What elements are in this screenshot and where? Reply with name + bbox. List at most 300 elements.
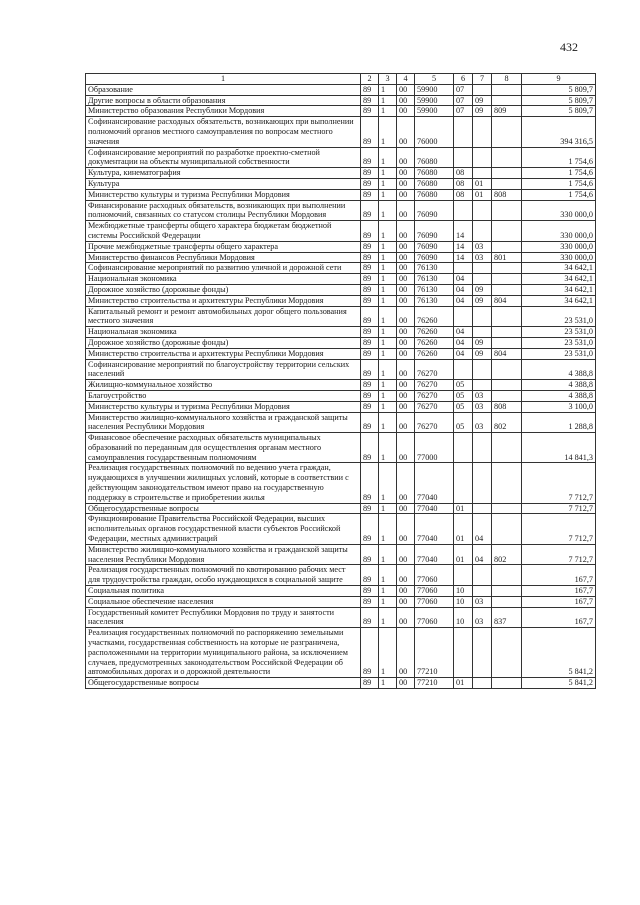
cell-code-4: 00: [397, 84, 415, 95]
cell-code-5: 77040: [415, 503, 454, 514]
cell-name: Прочие межбюджетные трансферты общего характера: [86, 241, 361, 252]
cell-code-2: 89: [361, 189, 379, 200]
table-row: [86, 463, 596, 503]
cell-code-4: 00: [397, 463, 415, 503]
cell-code-4: 00: [397, 678, 415, 689]
cell-code-3: 1: [379, 95, 397, 106]
cell-code-6: [454, 306, 473, 327]
cell-code-8: 802: [492, 412, 522, 433]
cell-code-4: 00: [397, 221, 415, 242]
cell-code-2: 89: [361, 607, 379, 628]
cell-code-7: 09: [473, 106, 492, 117]
cell-code-5: 76080: [415, 147, 454, 168]
cell-code-6: [454, 433, 473, 463]
cell-code-6: 10: [454, 586, 473, 597]
cell-code-5: 76270: [415, 380, 454, 391]
cell-code-3: 1: [379, 168, 397, 179]
cell-code-5: 77210: [415, 678, 454, 689]
cell-code-7: [473, 503, 492, 514]
cell-code-8: [492, 117, 522, 147]
cell-code-5: 76080: [415, 178, 454, 189]
cell-code-6: 04: [454, 284, 473, 295]
cell-code-7: 03: [473, 412, 492, 433]
cell-code-8: [492, 221, 522, 242]
cell-code-2: 89: [361, 337, 379, 348]
cell-code-5: 76080: [415, 168, 454, 179]
cell-amount: 23 531,0: [522, 348, 596, 359]
cell-name: Дорожное хозяйство (дорожные фонды): [86, 337, 361, 348]
cell-code-8: 802: [492, 544, 522, 565]
cell-code-3: 1: [379, 327, 397, 338]
cell-code-3: 1: [379, 189, 397, 200]
table-row: [86, 565, 596, 586]
header-col-8: 8: [492, 74, 522, 85]
cell-name: Образование: [86, 84, 361, 95]
cell-name: Министерство жилищно-коммунального хозяйства и гражданской защиты населения Республики Мордовия: [86, 412, 361, 433]
cell-code-6: 04: [454, 327, 473, 338]
cell-code-8: [492, 306, 522, 327]
cell-code-8: 804: [492, 348, 522, 359]
cell-code-4: 00: [397, 390, 415, 401]
cell-code-6: 10: [454, 596, 473, 607]
cell-amount: 330 000,0: [522, 200, 596, 221]
cell-code-7: [473, 433, 492, 463]
cell-code-7: 03: [473, 401, 492, 412]
cell-code-7: [473, 327, 492, 338]
cell-amount: 23 531,0: [522, 337, 596, 348]
cell-code-8: [492, 390, 522, 401]
cell-amount: 394 316,5: [522, 117, 596, 147]
cell-name: Культура: [86, 178, 361, 189]
cell-code-8: [492, 200, 522, 221]
cell-code-3: 1: [379, 106, 397, 117]
cell-code-2: 89: [361, 221, 379, 242]
cell-code-7: [473, 678, 492, 689]
cell-code-6: [454, 628, 473, 678]
cell-code-6: 01: [454, 503, 473, 514]
cell-code-3: 1: [379, 433, 397, 463]
cell-name: Министерство культуры и туризма Республики Мордовия: [86, 401, 361, 412]
cell-name: Национальная экономика: [86, 327, 361, 338]
cell-code-6: 14: [454, 221, 473, 242]
cell-code-7: [473, 147, 492, 168]
cell-code-2: 89: [361, 503, 379, 514]
cell-code-8: [492, 178, 522, 189]
cell-code-4: 00: [397, 106, 415, 117]
cell-code-5: 77040: [415, 514, 454, 544]
cell-code-3: 1: [379, 295, 397, 306]
cell-name: Социальное обеспечение населения: [86, 596, 361, 607]
cell-code-2: 89: [361, 95, 379, 106]
table-header-row: [86, 74, 596, 85]
cell-code-3: 1: [379, 147, 397, 168]
cell-code-7: 04: [473, 544, 492, 565]
cell-code-3: 1: [379, 337, 397, 348]
cell-code-5: 76090: [415, 252, 454, 263]
cell-code-8: [492, 147, 522, 168]
cell-code-5: 76270: [415, 401, 454, 412]
cell-code-4: 00: [397, 263, 415, 274]
cell-code-2: 89: [361, 514, 379, 544]
cell-code-4: 00: [397, 168, 415, 179]
cell-code-4: 00: [397, 359, 415, 380]
cell-name: Реализация государственных полномочий по распоряжению земельными участками, государственная собственность на которые не разграничена, расположенными на территории муниципального района, за исключением случаев, предусмотренных законодательством Российской Федерации об автомобильных дорогах и о дорожной деятельности: [86, 628, 361, 678]
header-col-6: 6: [454, 74, 473, 85]
cell-code-3: 1: [379, 380, 397, 391]
table-row: [86, 106, 596, 117]
cell-code-7: [473, 84, 492, 95]
cell-name: Капитальный ремонт и ремонт автомобильных дорог общего пользования местного значения: [86, 306, 361, 327]
cell-code-3: 1: [379, 306, 397, 327]
cell-code-4: 00: [397, 252, 415, 263]
table-row: [86, 147, 596, 168]
cell-code-7: [473, 168, 492, 179]
cell-code-5: 76260: [415, 337, 454, 348]
cell-code-3: 1: [379, 263, 397, 274]
cell-code-5: 77060: [415, 607, 454, 628]
cell-code-4: 00: [397, 586, 415, 597]
cell-code-7: [473, 263, 492, 274]
cell-code-8: [492, 586, 522, 597]
cell-code-2: 89: [361, 433, 379, 463]
cell-code-5: 76130: [415, 284, 454, 295]
cell-code-2: 89: [361, 241, 379, 252]
cell-amount: 5 809,7: [522, 106, 596, 117]
cell-code-7: 09: [473, 95, 492, 106]
cell-code-8: [492, 678, 522, 689]
cell-code-2: 89: [361, 263, 379, 274]
cell-code-6: [454, 200, 473, 221]
cell-code-3: 1: [379, 117, 397, 147]
cell-code-6: 14: [454, 241, 473, 252]
cell-amount: 23 531,0: [522, 327, 596, 338]
cell-code-2: 89: [361, 200, 379, 221]
cell-code-5: 76270: [415, 390, 454, 401]
cell-code-3: 1: [379, 241, 397, 252]
cell-code-3: 1: [379, 586, 397, 597]
table-row: [86, 189, 596, 200]
cell-name: Другие вопросы в области образования: [86, 95, 361, 106]
cell-code-2: 89: [361, 348, 379, 359]
cell-amount: 3 100,0: [522, 401, 596, 412]
cell-code-5: 76090: [415, 241, 454, 252]
cell-amount: 5 809,7: [522, 95, 596, 106]
cell-code-4: 00: [397, 306, 415, 327]
cell-code-5: 77060: [415, 596, 454, 607]
cell-code-7: [473, 628, 492, 678]
cell-code-8: [492, 337, 522, 348]
cell-name: Софинансирование расходных обязательств, возникающих при выполнении полномочий органов местного самоуправления по вопросам местного значения: [86, 117, 361, 147]
cell-code-5: 76130: [415, 274, 454, 285]
cell-code-8: 801: [492, 252, 522, 263]
cell-name: Финансовое обеспечение расходных обязательств муниципальных образований по переданным для осуществления органам местного самоуправления государственным полномочиям: [86, 433, 361, 463]
cell-code-8: [492, 433, 522, 463]
table-row: [86, 306, 596, 327]
cell-code-4: 00: [397, 514, 415, 544]
header-col-7: 7: [473, 74, 492, 85]
cell-code-4: 00: [397, 565, 415, 586]
cell-name: Функционирование Правительства Российской Федерации, высших исполнительных органов государственной власти субъектов Российской Федерации, местных администраций: [86, 514, 361, 544]
cell-code-8: [492, 514, 522, 544]
cell-code-5: 59900: [415, 95, 454, 106]
table-row: [86, 284, 596, 295]
cell-code-3: 1: [379, 503, 397, 514]
cell-code-5: 76090: [415, 200, 454, 221]
cell-code-2: 89: [361, 295, 379, 306]
cell-code-8: 808: [492, 401, 522, 412]
cell-code-8: [492, 565, 522, 586]
cell-code-6: 07: [454, 106, 473, 117]
cell-amount: 4 388,8: [522, 380, 596, 391]
cell-code-2: 89: [361, 412, 379, 433]
cell-code-8: [492, 596, 522, 607]
cell-amount: 5 841,2: [522, 678, 596, 689]
cell-code-7: 01: [473, 178, 492, 189]
cell-name: Министерство образования Республики Мордовия: [86, 106, 361, 117]
cell-code-2: 89: [361, 178, 379, 189]
cell-code-6: 07: [454, 84, 473, 95]
cell-code-3: 1: [379, 84, 397, 95]
cell-code-8: [492, 168, 522, 179]
cell-code-7: 09: [473, 295, 492, 306]
table-row: [86, 95, 596, 106]
cell-code-6: [454, 463, 473, 503]
cell-code-7: [473, 565, 492, 586]
cell-code-6: 01: [454, 514, 473, 544]
cell-code-5: 76080: [415, 189, 454, 200]
cell-name: Министерство жилищно-коммунального хозяйства и гражданской защиты населения Республики Мордовия: [86, 544, 361, 565]
table-row: [86, 380, 596, 391]
cell-code-4: 00: [397, 412, 415, 433]
cell-amount: 4 388,8: [522, 390, 596, 401]
table-row: [86, 607, 596, 628]
cell-name: Жилищно-коммунальное хозяйство: [86, 380, 361, 391]
cell-code-6: [454, 359, 473, 380]
cell-code-6: 04: [454, 348, 473, 359]
cell-code-7: [473, 117, 492, 147]
cell-name: Софинансирование мероприятий по развитию уличной и дорожной сети: [86, 263, 361, 274]
table-row: [86, 241, 596, 252]
table-row: [86, 295, 596, 306]
cell-code-4: 00: [397, 544, 415, 565]
cell-code-3: 1: [379, 596, 397, 607]
cell-code-2: 89: [361, 628, 379, 678]
cell-amount: 1 754,6: [522, 147, 596, 168]
cell-code-2: 89: [361, 274, 379, 285]
cell-code-3: 1: [379, 178, 397, 189]
header-col-3: 3: [379, 74, 397, 85]
cell-code-5: 77040: [415, 544, 454, 565]
cell-name: Общегосударственные вопросы: [86, 503, 361, 514]
cell-code-8: [492, 241, 522, 252]
cell-code-4: 00: [397, 147, 415, 168]
cell-code-5: 76270: [415, 412, 454, 433]
cell-code-4: 00: [397, 117, 415, 147]
cell-code-8: [492, 95, 522, 106]
cell-code-5: 76260: [415, 327, 454, 338]
table-row: [86, 596, 596, 607]
cell-amount: 34 642,1: [522, 263, 596, 274]
cell-code-7: 09: [473, 337, 492, 348]
cell-code-2: 89: [361, 678, 379, 689]
cell-code-2: 89: [361, 284, 379, 295]
cell-code-8: [492, 503, 522, 514]
cell-amount: 7 712,7: [522, 544, 596, 565]
cell-code-2: 89: [361, 106, 379, 117]
cell-code-6: 08: [454, 168, 473, 179]
cell-code-2: 89: [361, 168, 379, 179]
cell-code-6: 05: [454, 412, 473, 433]
cell-code-3: 1: [379, 607, 397, 628]
table-row: [86, 178, 596, 189]
cell-code-7: [473, 274, 492, 285]
cell-code-8: [492, 284, 522, 295]
table-row: [86, 117, 596, 147]
cell-code-6: 08: [454, 189, 473, 200]
table-row: [86, 263, 596, 274]
cell-amount: 330 000,0: [522, 241, 596, 252]
cell-code-5: 76130: [415, 295, 454, 306]
table-row: [86, 586, 596, 597]
cell-code-5: 59900: [415, 106, 454, 117]
cell-code-2: 89: [361, 390, 379, 401]
cell-code-7: 03: [473, 252, 492, 263]
cell-code-5: 76260: [415, 348, 454, 359]
cell-code-2: 89: [361, 306, 379, 327]
cell-name: Национальная экономика: [86, 274, 361, 285]
cell-amount: 167,7: [522, 565, 596, 586]
cell-code-7: 04: [473, 514, 492, 544]
cell-code-8: 837: [492, 607, 522, 628]
cell-amount: 167,7: [522, 596, 596, 607]
cell-code-3: 1: [379, 401, 397, 412]
cell-amount: 1 754,6: [522, 189, 596, 200]
cell-amount: 23 531,0: [522, 306, 596, 327]
cell-code-2: 89: [361, 84, 379, 95]
cell-code-4: 00: [397, 200, 415, 221]
cell-name: Министерство строительства и архитектуры Республики Мордовия: [86, 295, 361, 306]
table-row: [86, 628, 596, 678]
cell-code-3: 1: [379, 678, 397, 689]
table-row: [86, 221, 596, 242]
cell-name: Общегосударственные вопросы: [86, 678, 361, 689]
cell-code-4: 00: [397, 433, 415, 463]
cell-code-6: 08: [454, 178, 473, 189]
cell-code-2: 89: [361, 117, 379, 147]
table-row: [86, 84, 596, 95]
cell-code-4: 00: [397, 401, 415, 412]
cell-code-5: 77060: [415, 565, 454, 586]
cell-code-4: 00: [397, 295, 415, 306]
cell-code-5: 77060: [415, 586, 454, 597]
cell-code-8: 804: [492, 295, 522, 306]
table-row: [86, 390, 596, 401]
cell-code-4: 00: [397, 241, 415, 252]
cell-amount: 14 841,3: [522, 433, 596, 463]
page-number: 432: [560, 40, 578, 54]
cell-code-8: [492, 263, 522, 274]
cell-code-8: 808: [492, 189, 522, 200]
cell-name: Софинансирование мероприятий по разработке проектно-сметной документации на объекты муниципальной собственности: [86, 147, 361, 168]
cell-code-3: 1: [379, 463, 397, 503]
table-row: [86, 514, 596, 544]
cell-code-6: 07: [454, 95, 473, 106]
cell-code-6: 01: [454, 544, 473, 565]
cell-code-4: 00: [397, 95, 415, 106]
header-col-1: 1: [86, 74, 361, 85]
cell-code-4: 00: [397, 178, 415, 189]
cell-code-2: 89: [361, 463, 379, 503]
cell-code-7: 03: [473, 607, 492, 628]
table-row: [86, 401, 596, 412]
cell-code-3: 1: [379, 221, 397, 242]
cell-code-6: 01: [454, 678, 473, 689]
cell-code-4: 00: [397, 284, 415, 295]
cell-code-7: 09: [473, 284, 492, 295]
cell-code-6: [454, 263, 473, 274]
cell-code-3: 1: [379, 348, 397, 359]
cell-amount: 7 712,7: [522, 503, 596, 514]
cell-name: Государственный комитет Республики Мордовия по труду и занятости населения: [86, 607, 361, 628]
cell-amount: 167,7: [522, 607, 596, 628]
cell-code-7: 09: [473, 348, 492, 359]
cell-code-2: 89: [361, 252, 379, 263]
cell-name: Реализация государственных полномочий по квотированию рабочих мест для трудоустройства граждан, особо нуждающихся в социальной защите: [86, 565, 361, 586]
cell-code-4: 00: [397, 380, 415, 391]
cell-code-2: 89: [361, 147, 379, 168]
cell-code-2: 89: [361, 327, 379, 338]
cell-amount: 7 712,7: [522, 514, 596, 544]
cell-code-6: 10: [454, 607, 473, 628]
cell-amount: 34 642,1: [522, 284, 596, 295]
table-row: [86, 252, 596, 263]
cell-code-3: 1: [379, 284, 397, 295]
cell-code-6: 04: [454, 337, 473, 348]
cell-code-8: [492, 628, 522, 678]
cell-code-3: 1: [379, 200, 397, 221]
cell-amount: 5 841,2: [522, 628, 596, 678]
cell-name: Дорожное хозяйство (дорожные фонды): [86, 284, 361, 295]
table-row: [86, 348, 596, 359]
cell-name: Межбюджетные трансферты общего характера бюджетам бюджетной системы Российской Федерации: [86, 221, 361, 242]
budget-table: [85, 73, 596, 689]
table-row: [86, 359, 596, 380]
table-row: [86, 678, 596, 689]
cell-code-4: 00: [397, 607, 415, 628]
table-row: [86, 337, 596, 348]
cell-code-2: 89: [361, 380, 379, 391]
cell-code-7: [473, 463, 492, 503]
cell-code-8: [492, 274, 522, 285]
header-col-5: 5: [415, 74, 454, 85]
cell-code-5: 76270: [415, 359, 454, 380]
cell-code-6: 04: [454, 274, 473, 285]
cell-code-5: 77040: [415, 463, 454, 503]
cell-name: Министерство финансов Республики Мордовия: [86, 252, 361, 263]
table-row: [86, 503, 596, 514]
cell-code-7: 03: [473, 241, 492, 252]
cell-code-6: 05: [454, 401, 473, 412]
cell-code-4: 00: [397, 274, 415, 285]
cell-code-5: 77210: [415, 628, 454, 678]
cell-code-4: 00: [397, 503, 415, 514]
cell-code-8: 809: [492, 106, 522, 117]
cell-code-6: [454, 147, 473, 168]
header-col-9: 9: [522, 74, 596, 85]
cell-code-4: 00: [397, 189, 415, 200]
table-row: [86, 544, 596, 565]
cell-code-4: 00: [397, 348, 415, 359]
